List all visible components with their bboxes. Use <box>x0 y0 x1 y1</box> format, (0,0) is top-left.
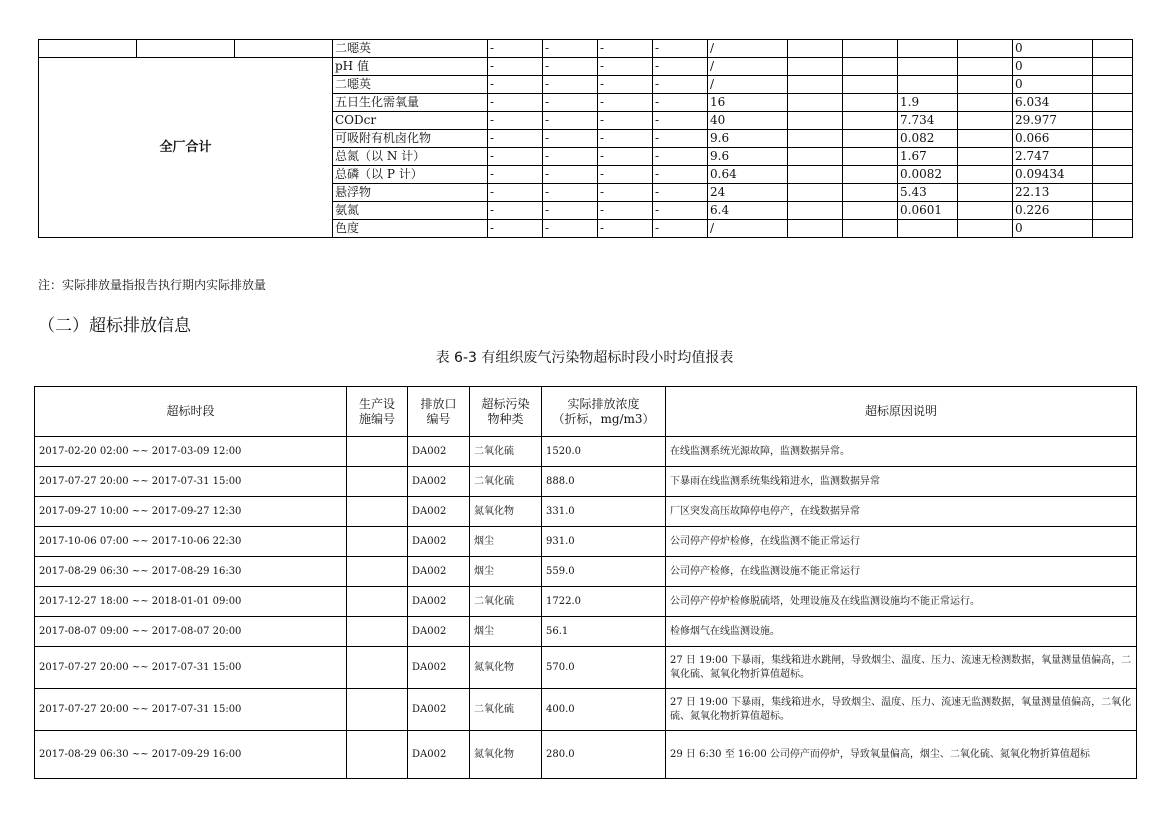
value-cell: - <box>488 40 543 58</box>
value-cell: 0.082 <box>898 130 958 148</box>
value-cell <box>788 202 843 220</box>
table-row <box>39 58 1133 76</box>
value-cell <box>1093 58 1133 76</box>
value-cell: - <box>488 130 543 148</box>
facility-cell <box>347 587 408 617</box>
value-cell: 0.64 <box>708 166 788 184</box>
value-cell: - <box>543 58 598 76</box>
value-cell <box>788 130 843 148</box>
header-pollutant-line1: 超标污染 <box>481 396 530 411</box>
header-concentration-line1: 实际排放浓度 <box>567 396 640 411</box>
header-outlet-line1: 排放口 <box>420 396 457 411</box>
value-cell: 29.977 <box>1013 112 1093 130</box>
value-cell: - <box>653 76 708 94</box>
header-period: 超标时段 <box>35 387 347 437</box>
pollutant-type-cell: 二氧化硫 <box>470 587 542 617</box>
value-cell: / <box>708 220 788 238</box>
value-cell: - <box>488 202 543 220</box>
value-cell: - <box>488 58 543 76</box>
value-cell <box>1093 148 1133 166</box>
table-header-row <box>35 387 1137 437</box>
pollutant-type-cell: 烟尘 <box>470 527 542 557</box>
facility-cell <box>347 647 408 689</box>
value-cell: - <box>653 58 708 76</box>
reason-cell: 公司停产停炉检修脱硫塔，处理设施及在线监测设施均不能正常运行。 <box>666 587 1137 617</box>
outlet-cell: DA002 <box>408 437 470 467</box>
value-cell <box>958 76 1013 94</box>
pollutant-type-cell: 烟尘 <box>470 617 542 647</box>
period-cell: 2017-02-20 02:00 ~~ 2017-03-09 12:00 <box>35 437 347 467</box>
facility-cell <box>347 557 408 587</box>
outlet-cell: DA002 <box>408 497 470 527</box>
value-cell: 0.0082 <box>898 166 958 184</box>
period-cell: 2017-08-29 06:30 ~~ 2017-09-29 16:00 <box>35 731 347 779</box>
emission-summary-body <box>39 40 1133 238</box>
value-cell: 22.13 <box>1013 184 1093 202</box>
value-cell <box>843 184 898 202</box>
value-cell: - <box>653 220 708 238</box>
value-cell: - <box>653 184 708 202</box>
value-cell <box>898 58 958 76</box>
value-cell: 6.034 <box>1013 94 1093 112</box>
period-cell: 2017-07-27 20:00 ~~ 2017-07-31 15:00 <box>35 647 347 689</box>
value-cell: - <box>488 220 543 238</box>
exceedance-body <box>35 437 1137 779</box>
value-cell <box>1093 166 1133 184</box>
outlet-cell: DA002 <box>408 617 470 647</box>
value-cell: - <box>653 112 708 130</box>
table-caption <box>0 347 1169 367</box>
value-cell <box>898 40 958 58</box>
table-row <box>35 587 1137 617</box>
outlet-cell: DA002 <box>408 527 470 557</box>
period-cell: 2017-07-27 20:00 ~~ 2017-07-31 15:00 <box>35 689 347 731</box>
value-cell <box>898 76 958 94</box>
period-cell: 2017-08-07 09:00 ~~ 2017-08-07 20:00 <box>35 617 347 647</box>
period-cell: 2017-10-06 07:00 ~~ 2017-10-06 22:30 <box>35 527 347 557</box>
value-cell: - <box>598 130 653 148</box>
value-cell: 6.4 <box>708 202 788 220</box>
pollutant-cell: 可吸附有机卤化物 <box>333 130 488 148</box>
value-cell <box>1093 76 1133 94</box>
value-cell: 5.43 <box>898 184 958 202</box>
section-title: （二）超标排放信息 <box>38 316 191 336</box>
value-cell <box>788 220 843 238</box>
table-row <box>35 497 1137 527</box>
value-cell: - <box>653 130 708 148</box>
value-cell <box>843 130 898 148</box>
table-row <box>35 647 1137 689</box>
value-cell <box>788 40 843 58</box>
value-cell: - <box>598 220 653 238</box>
value-cell: - <box>653 166 708 184</box>
value-cell <box>1093 220 1133 238</box>
value-cell <box>958 130 1013 148</box>
footnote: 注：实际排放量指报告执行期内实际排放量 <box>38 278 267 292</box>
value-cell <box>898 220 958 238</box>
value-cell <box>958 94 1013 112</box>
value-cell: - <box>653 94 708 112</box>
reason-cell: 厂区突发高压故障停电停产，在线数据异常 <box>666 497 1137 527</box>
pollutant-type-cell: 二氧化硫 <box>470 689 542 731</box>
pollutant-type-cell: 氮氧化物 <box>470 647 542 689</box>
period-cell: 2017-07-27 20:00 ~~ 2017-07-31 15:00 <box>35 467 347 497</box>
value-cell: / <box>708 76 788 94</box>
header-pollutant <box>470 387 542 437</box>
value-cell <box>788 166 843 184</box>
pollutant-type-cell: 氮氧化物 <box>470 731 542 779</box>
facility-cell <box>347 689 408 731</box>
header-outlet <box>408 387 470 437</box>
header-facility <box>347 387 408 437</box>
facility-cell <box>347 617 408 647</box>
value-cell: - <box>598 112 653 130</box>
pollutant-cell: 五日生化需氧量 <box>333 94 488 112</box>
value-cell: - <box>598 94 653 112</box>
pollutant-type-cell: 氮氧化物 <box>470 497 542 527</box>
value-cell: - <box>653 40 708 58</box>
value-cell <box>958 148 1013 166</box>
table-row <box>35 557 1137 587</box>
outlet-cell: DA002 <box>408 587 470 617</box>
concentration-cell: 56.1 <box>542 617 666 647</box>
value-cell: - <box>598 40 653 58</box>
exceedance-table <box>34 386 1137 779</box>
emission-summary-table <box>38 39 1133 238</box>
value-cell: 0.066 <box>1013 130 1093 148</box>
value-cell: - <box>543 112 598 130</box>
table-row <box>35 689 1137 731</box>
value-cell: - <box>488 166 543 184</box>
pollutant-cell: 色度 <box>333 220 488 238</box>
table-row <box>35 617 1137 647</box>
pollutant-cell: 总氮（以 N 计） <box>333 148 488 166</box>
value-cell <box>788 76 843 94</box>
period-cell: 2017-08-29 06:30 ~~ 2017-08-29 16:30 <box>35 557 347 587</box>
value-cell <box>1093 112 1133 130</box>
value-cell <box>843 220 898 238</box>
value-cell <box>1093 130 1133 148</box>
value-cell: 0.09434 <box>1013 166 1093 184</box>
reason-cell: 27 日 19:00 下暴雨，集线箱进水，导致烟尘、温度、压力、流速无监测数据，氧量测量值偏高，二氧化硫、氮氧化物折算值超标。 <box>666 689 1137 731</box>
value-cell: - <box>488 184 543 202</box>
pollutant-type-cell: 二氧化硫 <box>470 467 542 497</box>
facility-cell <box>347 497 408 527</box>
pollutant-cell: 氨氮 <box>333 202 488 220</box>
reason-cell: 29 日 6:30 至 16:00 公司停产而停炉，导致氧量偏高，烟尘、二氧化硫、氮氧化物折算值超标 <box>666 731 1137 779</box>
value-cell: 0 <box>1013 58 1093 76</box>
value-cell <box>958 112 1013 130</box>
value-cell <box>788 112 843 130</box>
value-cell <box>843 58 898 76</box>
value-cell: - <box>543 40 598 58</box>
value-cell: 24 <box>708 184 788 202</box>
value-cell: - <box>543 130 598 148</box>
header-pollutant-line2: 物种类 <box>487 411 524 426</box>
value-cell: - <box>598 184 653 202</box>
pollutant-cell: CODcr <box>333 112 488 130</box>
value-cell: 40 <box>708 112 788 130</box>
value-cell: - <box>598 166 653 184</box>
value-cell <box>788 148 843 166</box>
outlet-cell: DA002 <box>408 467 470 497</box>
value-cell: - <box>543 148 598 166</box>
empty-cell <box>235 40 333 58</box>
concentration-cell: 931.0 <box>542 527 666 557</box>
table-number: 表 6-3 <box>435 350 477 366</box>
value-cell: 7.734 <box>898 112 958 130</box>
value-cell: - <box>598 148 653 166</box>
period-cell: 2017-09-27 10:00 ~~ 2017-09-27 12:30 <box>35 497 347 527</box>
value-cell: 0 <box>1013 220 1093 238</box>
value-cell <box>958 184 1013 202</box>
table-row <box>35 527 1137 557</box>
value-cell: 1.67 <box>898 148 958 166</box>
value-cell <box>788 184 843 202</box>
empty-cell <box>39 40 137 58</box>
value-cell: - <box>653 202 708 220</box>
period-cell: 2017-12-27 18:00 ~~ 2018-01-01 09:00 <box>35 587 347 617</box>
value-cell <box>843 76 898 94</box>
reason-cell: 下暴雨在线监测系统集线箱进水，监测数据异常 <box>666 467 1137 497</box>
value-cell: - <box>543 202 598 220</box>
value-cell: - <box>543 220 598 238</box>
value-cell: - <box>598 58 653 76</box>
value-cell: - <box>488 112 543 130</box>
value-cell <box>843 202 898 220</box>
reason-cell: 公司停产停炉检修，在线监测不能正常运行 <box>666 527 1137 557</box>
facility-cell <box>347 437 408 467</box>
value-cell <box>1093 184 1133 202</box>
facility-cell <box>347 467 408 497</box>
value-cell: / <box>708 40 788 58</box>
value-cell: / <box>708 58 788 76</box>
value-cell: 9.6 <box>708 130 788 148</box>
empty-cell <box>137 40 235 58</box>
pollutant-cell: 总磷（以 P 计） <box>333 166 488 184</box>
value-cell <box>843 166 898 184</box>
value-cell: 16 <box>708 94 788 112</box>
concentration-cell: 570.0 <box>542 647 666 689</box>
value-cell: - <box>543 94 598 112</box>
value-cell <box>958 40 1013 58</box>
header-concentration <box>542 387 666 437</box>
concentration-cell: 888.0 <box>542 467 666 497</box>
value-cell: 0.0601 <box>898 202 958 220</box>
value-cell <box>1093 94 1133 112</box>
outlet-cell: DA002 <box>408 647 470 689</box>
header-facility-line1: 生产设 <box>358 396 395 411</box>
value-cell <box>843 112 898 130</box>
pollutant-type-cell: 二氧化硫 <box>470 437 542 467</box>
value-cell <box>1093 202 1133 220</box>
value-cell: - <box>543 184 598 202</box>
value-cell <box>958 166 1013 184</box>
value-cell <box>958 220 1013 238</box>
header-reason: 超标原因说明 <box>666 387 1137 437</box>
group-label-cell: 全厂合计 <box>39 58 333 238</box>
table-row <box>39 40 1133 58</box>
pollutant-cell: 二噁英 <box>333 40 488 58</box>
reason-cell: 检修烟气在线监测设施。 <box>666 617 1137 647</box>
value-cell <box>788 94 843 112</box>
concentration-cell: 1722.0 <box>542 587 666 617</box>
reason-cell: 在线监测系统光源故障，监测数据异常。 <box>666 437 1137 467</box>
concentration-cell: 559.0 <box>542 557 666 587</box>
concentration-cell: 400.0 <box>542 689 666 731</box>
reason-cell: 27 日 19:00 下暴雨，集线箱进水跳闸，导致烟尘、温度、压力、流速无检测数据，氧量测量值偏高，二氧化硫、氮氧化物折算值超标。 <box>666 647 1137 689</box>
value-cell: - <box>488 76 543 94</box>
value-cell: 0 <box>1013 76 1093 94</box>
table-row <box>35 437 1137 467</box>
value-cell: 1.9 <box>898 94 958 112</box>
value-cell: - <box>598 202 653 220</box>
table-caption-text: 有组织废气污染物超标时段小时均值报表 <box>476 350 734 366</box>
header-outlet-line2: 编号 <box>426 411 451 426</box>
pollutant-cell: pH 值 <box>333 58 488 76</box>
outlet-cell: DA002 <box>408 689 470 731</box>
value-cell <box>958 58 1013 76</box>
value-cell: - <box>653 148 708 166</box>
value-cell <box>843 94 898 112</box>
reason-cell: 公司停产检修，在线监测设施不能正常运行 <box>666 557 1137 587</box>
table-row <box>35 467 1137 497</box>
header-concentration-line2: （折标，mg/m3） <box>552 411 655 426</box>
value-cell <box>843 148 898 166</box>
pollutant-type-cell: 烟尘 <box>470 557 542 587</box>
table-row <box>35 731 1137 779</box>
value-cell: - <box>543 76 598 94</box>
pollutant-cell: 悬浮物 <box>333 184 488 202</box>
facility-cell <box>347 527 408 557</box>
value-cell <box>1093 40 1133 58</box>
value-cell: 2.747 <box>1013 148 1093 166</box>
outlet-cell: DA002 <box>408 557 470 587</box>
value-cell <box>958 202 1013 220</box>
value-cell: 0.226 <box>1013 202 1093 220</box>
facility-cell <box>347 731 408 779</box>
value-cell: - <box>598 76 653 94</box>
value-cell: - <box>488 94 543 112</box>
concentration-cell: 331.0 <box>542 497 666 527</box>
header-facility-line2: 施编号 <box>358 411 395 426</box>
concentration-cell: 1520.0 <box>542 437 666 467</box>
value-cell: - <box>543 166 598 184</box>
value-cell: - <box>488 148 543 166</box>
value-cell: 9.6 <box>708 148 788 166</box>
outlet-cell: DA002 <box>408 731 470 779</box>
concentration-cell: 280.0 <box>542 731 666 779</box>
value-cell: 0 <box>1013 40 1093 58</box>
value-cell <box>788 58 843 76</box>
value-cell <box>843 40 898 58</box>
pollutant-cell: 二噁英 <box>333 76 488 94</box>
